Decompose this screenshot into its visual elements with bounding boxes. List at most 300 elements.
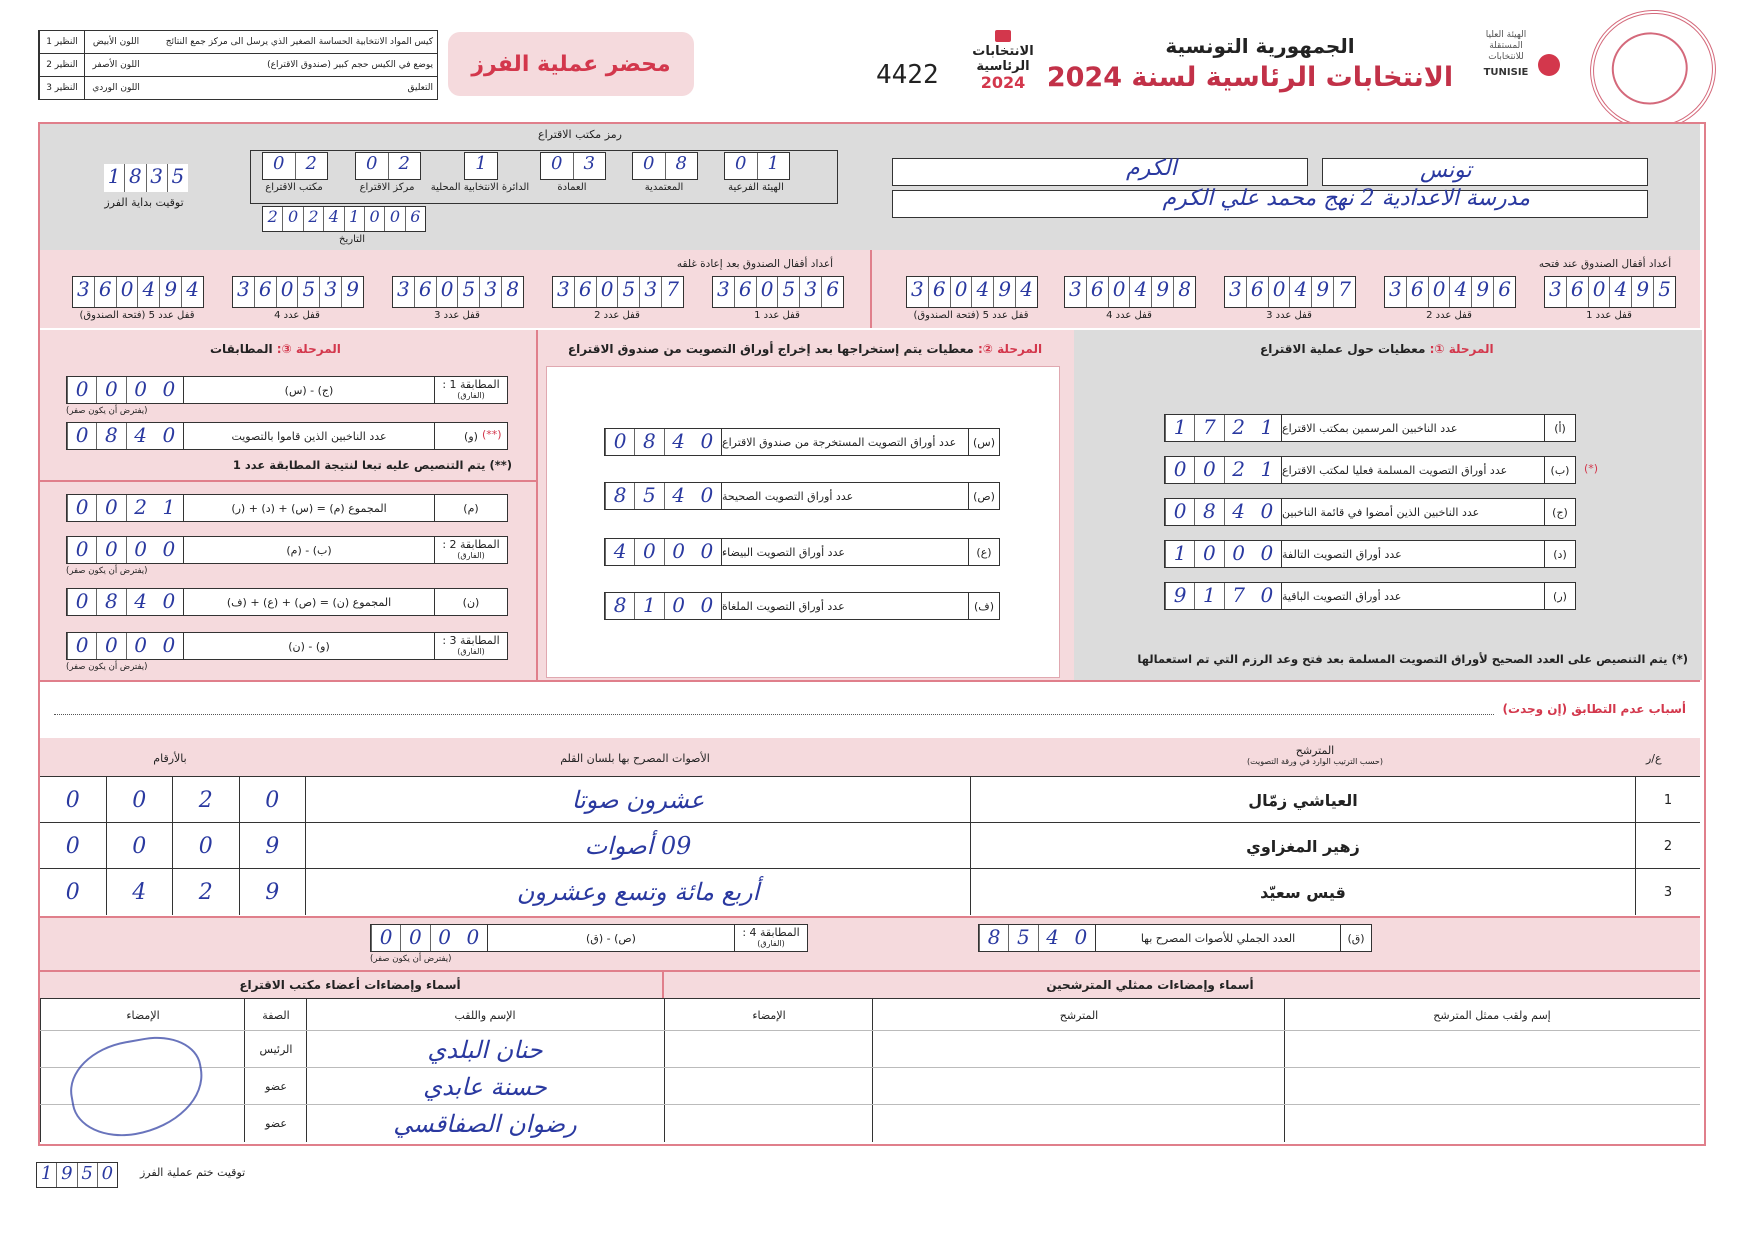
result-row [40, 776, 1700, 823]
digit: 5 [77, 1163, 97, 1187]
results-header [40, 738, 1700, 776]
polling-code-4[interactable] [464, 152, 498, 180]
legend-row [39, 76, 437, 99]
digit: 8 [124, 164, 145, 192]
digit: 9 [1165, 583, 1194, 609]
polling-code-5[interactable] [355, 152, 421, 180]
digit-field[interactable] [605, 429, 721, 455]
digit: 3 [799, 277, 821, 307]
digit: 3 [237, 277, 250, 301]
digit-field[interactable] [67, 495, 183, 521]
rep-signature[interactable] [664, 1068, 873, 1105]
end-time-field[interactable] [36, 1162, 118, 1188]
row-value[interactable] [605, 539, 721, 565]
digit-field[interactable] [67, 377, 183, 403]
digit: 2 [1224, 415, 1253, 441]
row-label: عدد الناخبين الذين أمضوا في قائمة الناخبين [1281, 499, 1544, 525]
digit: 5 [777, 277, 799, 307]
emblem-text-1: الانتخابات [972, 44, 1034, 59]
rep-name[interactable] [1284, 1068, 1699, 1105]
closing-locks-title: أعداد أقفال الصندوق بعد إعادة غلقه [676, 258, 834, 270]
digit: 0 [67, 537, 96, 563]
digit: 1 [475, 153, 487, 174]
digit: 6 [94, 277, 116, 307]
row-code-text: (ن) [462, 595, 480, 609]
legend-desc: كيس المواد الانتخابية الحساسة الصغير الذي يرسل الى مركز جمع النتائج [165, 37, 433, 47]
digit: 0 [1260, 583, 1274, 607]
opening-lock-5[interactable] [906, 276, 1038, 308]
row-value[interactable] [67, 423, 183, 449]
row-label: العدد الجملي للأصوات المصرح بها [1095, 925, 1340, 951]
digit: 4 [323, 207, 343, 231]
row-code-text: (و) [464, 429, 478, 443]
digit: 2 [303, 207, 323, 231]
col-rep-name: إسم ولقب ممثل المترشح [1284, 999, 1699, 1031]
totals-section [40, 916, 1700, 972]
member-role: عضو [244, 1068, 307, 1105]
row-code [434, 589, 507, 615]
row-code: (أ) [1544, 415, 1575, 441]
row-value[interactable] [605, 593, 721, 619]
digit: 0 [700, 593, 714, 617]
results-col-digits: بالأرقام [153, 752, 187, 765]
digit: 1 [162, 495, 176, 519]
row-code: (س) [968, 429, 999, 455]
rep-name[interactable] [1284, 1105, 1699, 1142]
closing-lock-3[interactable] [392, 276, 524, 308]
official-stamp [1582, 2, 1723, 138]
row-code [434, 377, 507, 403]
closing-lock-2[interactable] [552, 276, 684, 308]
digit: 0 [1165, 499, 1194, 525]
digit: 1 [634, 593, 663, 619]
votes-in-words[interactable]: أربع مائة وتسع وعشرون [305, 869, 970, 915]
digit: 4 [106, 869, 173, 915]
row-formula: (ج) - (س) [183, 377, 434, 403]
stage1-row[interactable] [1164, 414, 1576, 442]
digit-field[interactable] [67, 589, 183, 615]
digit: 6 [1566, 277, 1588, 307]
row-formula: (ب) - (م) [183, 537, 434, 563]
row-code-text: (م) [463, 501, 479, 515]
total-votes-row[interactable] [978, 924, 1372, 952]
tunisia-flag-icon [1538, 54, 1560, 76]
stage1-note: (*) يتم التنصيص على العدد الصحيح لأوراق التصويت المسلمة بعد فتح وعد الرزم التي تم استعمالها [1137, 652, 1688, 666]
digit: 9 [1471, 277, 1493, 307]
digit: 0 [643, 153, 655, 174]
polling-code-6[interactable] [262, 152, 328, 180]
row-star: (*) [1584, 462, 1599, 475]
closing-lock-label: قفل عدد 4 [274, 310, 320, 321]
opening-lock-label: قفل عدد 1 [1586, 310, 1632, 321]
row-code [734, 925, 807, 951]
opening-locks-title: أعداد أقفال الصندوق عند فتحه [1538, 258, 1672, 270]
digit: 8 [96, 589, 125, 615]
digit-field[interactable] [1165, 583, 1281, 609]
digit: 5 [167, 164, 188, 192]
digit: 7 [1224, 583, 1253, 609]
row-code-sub: (الفارق) [457, 551, 485, 560]
digit: 0 [700, 539, 714, 563]
election-emblem [966, 30, 1040, 106]
legend-row [39, 53, 437, 76]
digit: 6 [414, 277, 436, 307]
row-value[interactable] [67, 377, 183, 403]
digit: 7 [1333, 277, 1355, 307]
row-value[interactable] [1165, 415, 1281, 441]
digit-field[interactable] [1165, 457, 1281, 483]
digit: 1 [344, 207, 364, 231]
stage2-row[interactable] [604, 428, 1000, 456]
row-formula: عدد الناخبين الذين قاموا بالتصويت [183, 423, 434, 449]
locks-divider [870, 250, 872, 328]
stage3-row[interactable] [66, 376, 508, 404]
row-label: عدد أوراق التصويت المستخرجة من صندوق الاقتراع [721, 429, 968, 455]
digit: 0 [664, 539, 693, 565]
row-star: (**) [482, 428, 502, 441]
center-value: مدرسة الاعدادية 2 نهج محمد علي الكرم [1162, 186, 1530, 211]
legend-num: النظير 1 [39, 31, 84, 53]
digit: 0 [400, 925, 429, 951]
col-role: الصفة [244, 999, 307, 1031]
stage3-row[interactable] [66, 632, 508, 660]
rep-signature[interactable] [664, 1031, 873, 1068]
digit: 8 [96, 423, 125, 449]
digit: 4 [605, 539, 634, 565]
row-code [434, 537, 507, 563]
digit: 0 [605, 429, 634, 455]
digit: 0 [950, 277, 972, 307]
digit: 0 [700, 429, 714, 453]
digit: 0 [65, 833, 80, 859]
row-code: (ع) [968, 539, 999, 565]
digit: 0 [1260, 541, 1274, 565]
votes-in-words[interactable]: 09 أصوات [305, 823, 970, 869]
polling-code-label: مركز الاقتراع [359, 182, 415, 193]
digit: 4 [664, 429, 693, 455]
closing-lock-label: قفل عدد 2 [594, 310, 640, 321]
closing-lock-4[interactable] [232, 276, 364, 308]
legend-row [39, 31, 437, 53]
row-value[interactable] [67, 633, 183, 659]
digit: 4 [664, 483, 693, 509]
row-label: عدد أوراق التصويت الملغاة [721, 593, 968, 619]
rep-name[interactable] [1284, 1031, 1699, 1068]
digit: 0 [67, 423, 96, 449]
digit: 0 [700, 483, 714, 507]
isie-logo-en: TUNISIE [1483, 67, 1529, 78]
digit: 3 [146, 164, 167, 192]
digit: 0 [97, 1163, 117, 1187]
digit: 0 [96, 495, 125, 521]
digit: 6 [734, 277, 756, 307]
digit: 3 [911, 277, 924, 301]
digit-field[interactable] [605, 593, 721, 619]
digit-field[interactable] [1165, 499, 1281, 525]
digit-field[interactable] [605, 539, 721, 565]
emblem-text-2: الرئاسية [976, 59, 1030, 74]
stage3-row[interactable] [66, 422, 508, 450]
stage3-row[interactable] [66, 536, 508, 564]
digit: 3 [717, 277, 730, 301]
digit: 2 [172, 777, 239, 823]
digit: 0 [756, 277, 778, 307]
stage1-row[interactable] [1164, 582, 1576, 610]
form-title: محضر عملية الفرز [471, 51, 671, 77]
signatures-col-header [40, 998, 1700, 1031]
votes-in-digits[interactable] [40, 777, 305, 823]
row-code-sub: (الفارق) [457, 391, 485, 400]
row-value[interactable] [1165, 457, 1281, 483]
digit: 0 [466, 925, 480, 949]
digit: 0 [67, 495, 96, 521]
row-value[interactable] [605, 483, 721, 509]
digit: 0 [1428, 277, 1450, 307]
closing-lock-label: قفل عدد 1 [754, 310, 800, 321]
votes-in-words[interactable]: عشرون صوتا [305, 777, 970, 823]
result-num: 3 [1635, 869, 1700, 915]
digit: 0 [126, 633, 155, 659]
row-label: عدد أوراق التصويت التالفة [1281, 541, 1544, 567]
polling-code-label: العمادة [557, 182, 587, 193]
digit: 0 [384, 207, 404, 231]
digit: 1 [1194, 583, 1223, 609]
digit-field[interactable] [67, 537, 183, 563]
stage2-row[interactable] [604, 592, 1000, 620]
row-code [434, 633, 507, 659]
stage2-title [560, 342, 1050, 356]
digit: 1 [1165, 415, 1194, 441]
digit: 0 [1268, 277, 1290, 307]
opening-lock-1[interactable] [1544, 276, 1676, 308]
votes-in-digits[interactable] [40, 823, 305, 869]
date-label: التاريخ [339, 234, 365, 245]
row-code: (ف) [968, 593, 999, 619]
digit: 4 [971, 277, 993, 307]
stage2-row[interactable] [604, 482, 1000, 510]
election-title: الانتخابات الرئاسية لسنة 2024 [1046, 62, 1454, 93]
digit: 0 [65, 879, 80, 905]
row-value[interactable] [67, 537, 183, 563]
digit-field[interactable] [67, 633, 183, 659]
digit: 0 [1165, 457, 1194, 483]
row-code-text: المطابقة 3 : [442, 634, 500, 647]
row-value[interactable] [371, 925, 487, 951]
opening-lock-3[interactable] [1224, 276, 1356, 308]
closing-lock-label: قفل عدد 3 [434, 310, 480, 321]
end-time-label: توقيت ختم عملية الفرز [140, 1166, 246, 1179]
digit: 2 [295, 153, 328, 179]
digit: 0 [1588, 277, 1610, 307]
row-value[interactable] [605, 429, 721, 455]
digit-field[interactable] [371, 925, 487, 951]
digit: 3 [557, 277, 570, 301]
row-code-text: المطابقة 2 : [442, 538, 500, 551]
digit: 0 [67, 589, 96, 615]
office-signatures-title: أسماء وإمضاءات أعضاء مكتب الاقتراع [239, 978, 461, 992]
rep-signature[interactable] [664, 1105, 873, 1142]
digit: 4 [137, 277, 159, 307]
digit: 8 [501, 277, 523, 307]
row-formula: المجموع (م) = (س) + (د) + (ر) [183, 495, 434, 521]
digit: 3 [397, 277, 410, 301]
row-label: عدد أوراق التصويت الباقية [1281, 583, 1544, 609]
digit: 9 [239, 823, 306, 869]
digit: 0 [1260, 499, 1274, 523]
stage2-row[interactable] [604, 538, 1000, 566]
subcommittee-field[interactable] [1322, 158, 1648, 186]
digit: 8 [665, 153, 698, 179]
rep-candidate[interactable] [872, 1068, 1285, 1105]
legend-num: النظير 2 [39, 54, 84, 76]
digit: 4 [1289, 277, 1311, 307]
row-value[interactable] [67, 495, 183, 521]
digit-field[interactable] [605, 483, 721, 509]
delegation-field[interactable] [892, 158, 1308, 186]
opening-lock-label: قفل عدد 5 (فتحة الصندوق) [913, 310, 1029, 321]
candidate-name: العياشي زمّال [970, 777, 1635, 823]
stage2-title-text: معطيات يتم إستخراجها بعد إخراج أوراق التصويت من صندوق الاقتراع [567, 342, 974, 356]
signature-row [40, 1030, 1700, 1068]
stage1-row[interactable] [1164, 540, 1576, 568]
closing-lock-5[interactable] [72, 276, 204, 308]
digit: 3 [1069, 277, 1082, 301]
digit: 9 [159, 277, 181, 307]
member-name[interactable]: حنان البلدي [306, 1031, 663, 1068]
digit: 2 [1224, 457, 1253, 483]
subcommittee-value: تونس [1420, 158, 1472, 183]
digit: 3 [1229, 277, 1242, 301]
row-code-sub: (الفارق) [757, 939, 785, 948]
row-label: عدد الناخبين المرسمين بمكتب الاقتراع [1281, 415, 1544, 441]
row-value[interactable] [1165, 499, 1281, 525]
row-label: عدد أوراق التصويت الصحيحة [721, 483, 968, 509]
polling-code-3[interactable] [540, 152, 606, 180]
digit: 0 [67, 633, 96, 659]
row-value[interactable] [1165, 583, 1281, 609]
digit: 3 [1389, 277, 1402, 301]
digit: 5 [1653, 277, 1675, 307]
votes-in-digits[interactable] [40, 869, 305, 915]
polling-code-label: مكتب الاقتراع [265, 182, 323, 193]
results-col-num: ع/ر [1646, 752, 1662, 765]
digit: 4 [181, 277, 203, 307]
digit: 0 [162, 633, 176, 657]
row-value[interactable] [67, 589, 183, 615]
digit: 1 [107, 164, 121, 188]
digit: 1 [1260, 415, 1274, 439]
stage1-row[interactable] [1164, 456, 1576, 484]
digit: 8 [605, 483, 634, 509]
row-value[interactable] [1165, 541, 1281, 567]
digit: 4 [1038, 925, 1067, 951]
opening-lock-4[interactable] [1064, 276, 1196, 308]
polling-code-1[interactable] [724, 152, 790, 180]
digit: 4 [1609, 277, 1631, 307]
stage3-row[interactable] [66, 588, 508, 616]
digit: 5 [634, 483, 663, 509]
digit: 7 [661, 277, 683, 307]
digit: 8 [605, 593, 634, 619]
legend-color: اللون الوردي [84, 77, 147, 99]
digit: 9 [239, 869, 306, 915]
mismatch-field[interactable] [54, 714, 1494, 715]
digit: 9 [56, 1163, 76, 1187]
digit-field[interactable] [979, 925, 1095, 951]
rep-candidate[interactable] [872, 1105, 1285, 1142]
date-field[interactable] [262, 206, 426, 232]
digit: 0 [276, 277, 298, 307]
opening-lock-2[interactable] [1384, 276, 1516, 308]
result-row [40, 868, 1700, 915]
digit: 1 [1260, 457, 1274, 481]
digit: 4 [1449, 277, 1471, 307]
mismatch-label: أسباب عدم التطابق (إن وجدت) [1502, 702, 1686, 716]
opening-lock-label: قفل عدد 4 [1106, 310, 1152, 321]
digit-field[interactable] [1165, 415, 1281, 441]
digit: 8 [1173, 277, 1195, 307]
legend-desc: التعليق [407, 83, 433, 93]
digit: 0 [106, 777, 173, 823]
row-formula: المجموع (ن) = (ص) + (ع) + (ف) [183, 589, 434, 615]
digit: 2 [388, 153, 421, 179]
results-col-candidate-sub: (حسب الترتيب الوارد في ورقة التصويت) [1247, 757, 1383, 766]
row-label: عدد أوراق التصويت المسلمة فعليا لمكتب الاقتراع [1281, 457, 1544, 483]
isie-logo-ar: الهيئة العليا المستقلة للانتخابات [1485, 30, 1527, 62]
member-role: عضو [244, 1105, 307, 1142]
results-col-candidate-text: المترشح [1295, 744, 1335, 757]
nonzero-note: (يفترض أن يكون صفر) [66, 566, 148, 576]
polling-code-label: المعتمدية [644, 182, 684, 193]
row-code-text: المطابقة 4 : [742, 926, 800, 939]
digit: 4 [126, 589, 155, 615]
digit-field[interactable] [67, 423, 183, 449]
digit: 0 [1194, 541, 1223, 567]
rep-candidate[interactable] [872, 1031, 1285, 1068]
row-code: (ب) [1544, 457, 1575, 483]
digit: 6 [928, 277, 950, 307]
legend-color: اللون الأبيض [84, 31, 147, 53]
stage3-row[interactable] [66, 494, 508, 522]
digit: 0 [116, 277, 138, 307]
row-code: (ر) [1544, 583, 1575, 609]
member-name[interactable]: رضوان الصفاقسي [306, 1105, 663, 1142]
row-code: (ق) [1340, 925, 1371, 951]
member-name[interactable]: حسنة عابدي [306, 1068, 663, 1105]
stage3-prefix: المرحلة ③: [276, 342, 341, 356]
digit: 9 [993, 277, 1015, 307]
digit: 0 [1108, 277, 1130, 307]
stage1-row[interactable] [1164, 498, 1576, 526]
digit: 4 [126, 423, 155, 449]
row-value[interactable] [979, 925, 1095, 951]
digit: 0 [273, 153, 285, 174]
start-time-field[interactable] [104, 164, 188, 192]
digit: 4 [1015, 277, 1037, 307]
digit: 0 [551, 153, 563, 174]
match4-row[interactable] [370, 924, 808, 952]
stage3-title [210, 342, 341, 356]
legend-num: النظير 3 [39, 77, 84, 99]
nonzero-note: (يفترض أن يكون صفر) [66, 406, 148, 416]
closing-lock-1[interactable] [712, 276, 844, 308]
digit: 9 [1151, 277, 1173, 307]
candidate-name: قيس سعيّد [970, 869, 1635, 915]
polling-code-2[interactable] [632, 152, 698, 180]
digit-field[interactable] [1165, 541, 1281, 567]
polling-code-title: رمز مكتب الاقتراع [538, 128, 622, 141]
digit: 3 [77, 277, 90, 301]
